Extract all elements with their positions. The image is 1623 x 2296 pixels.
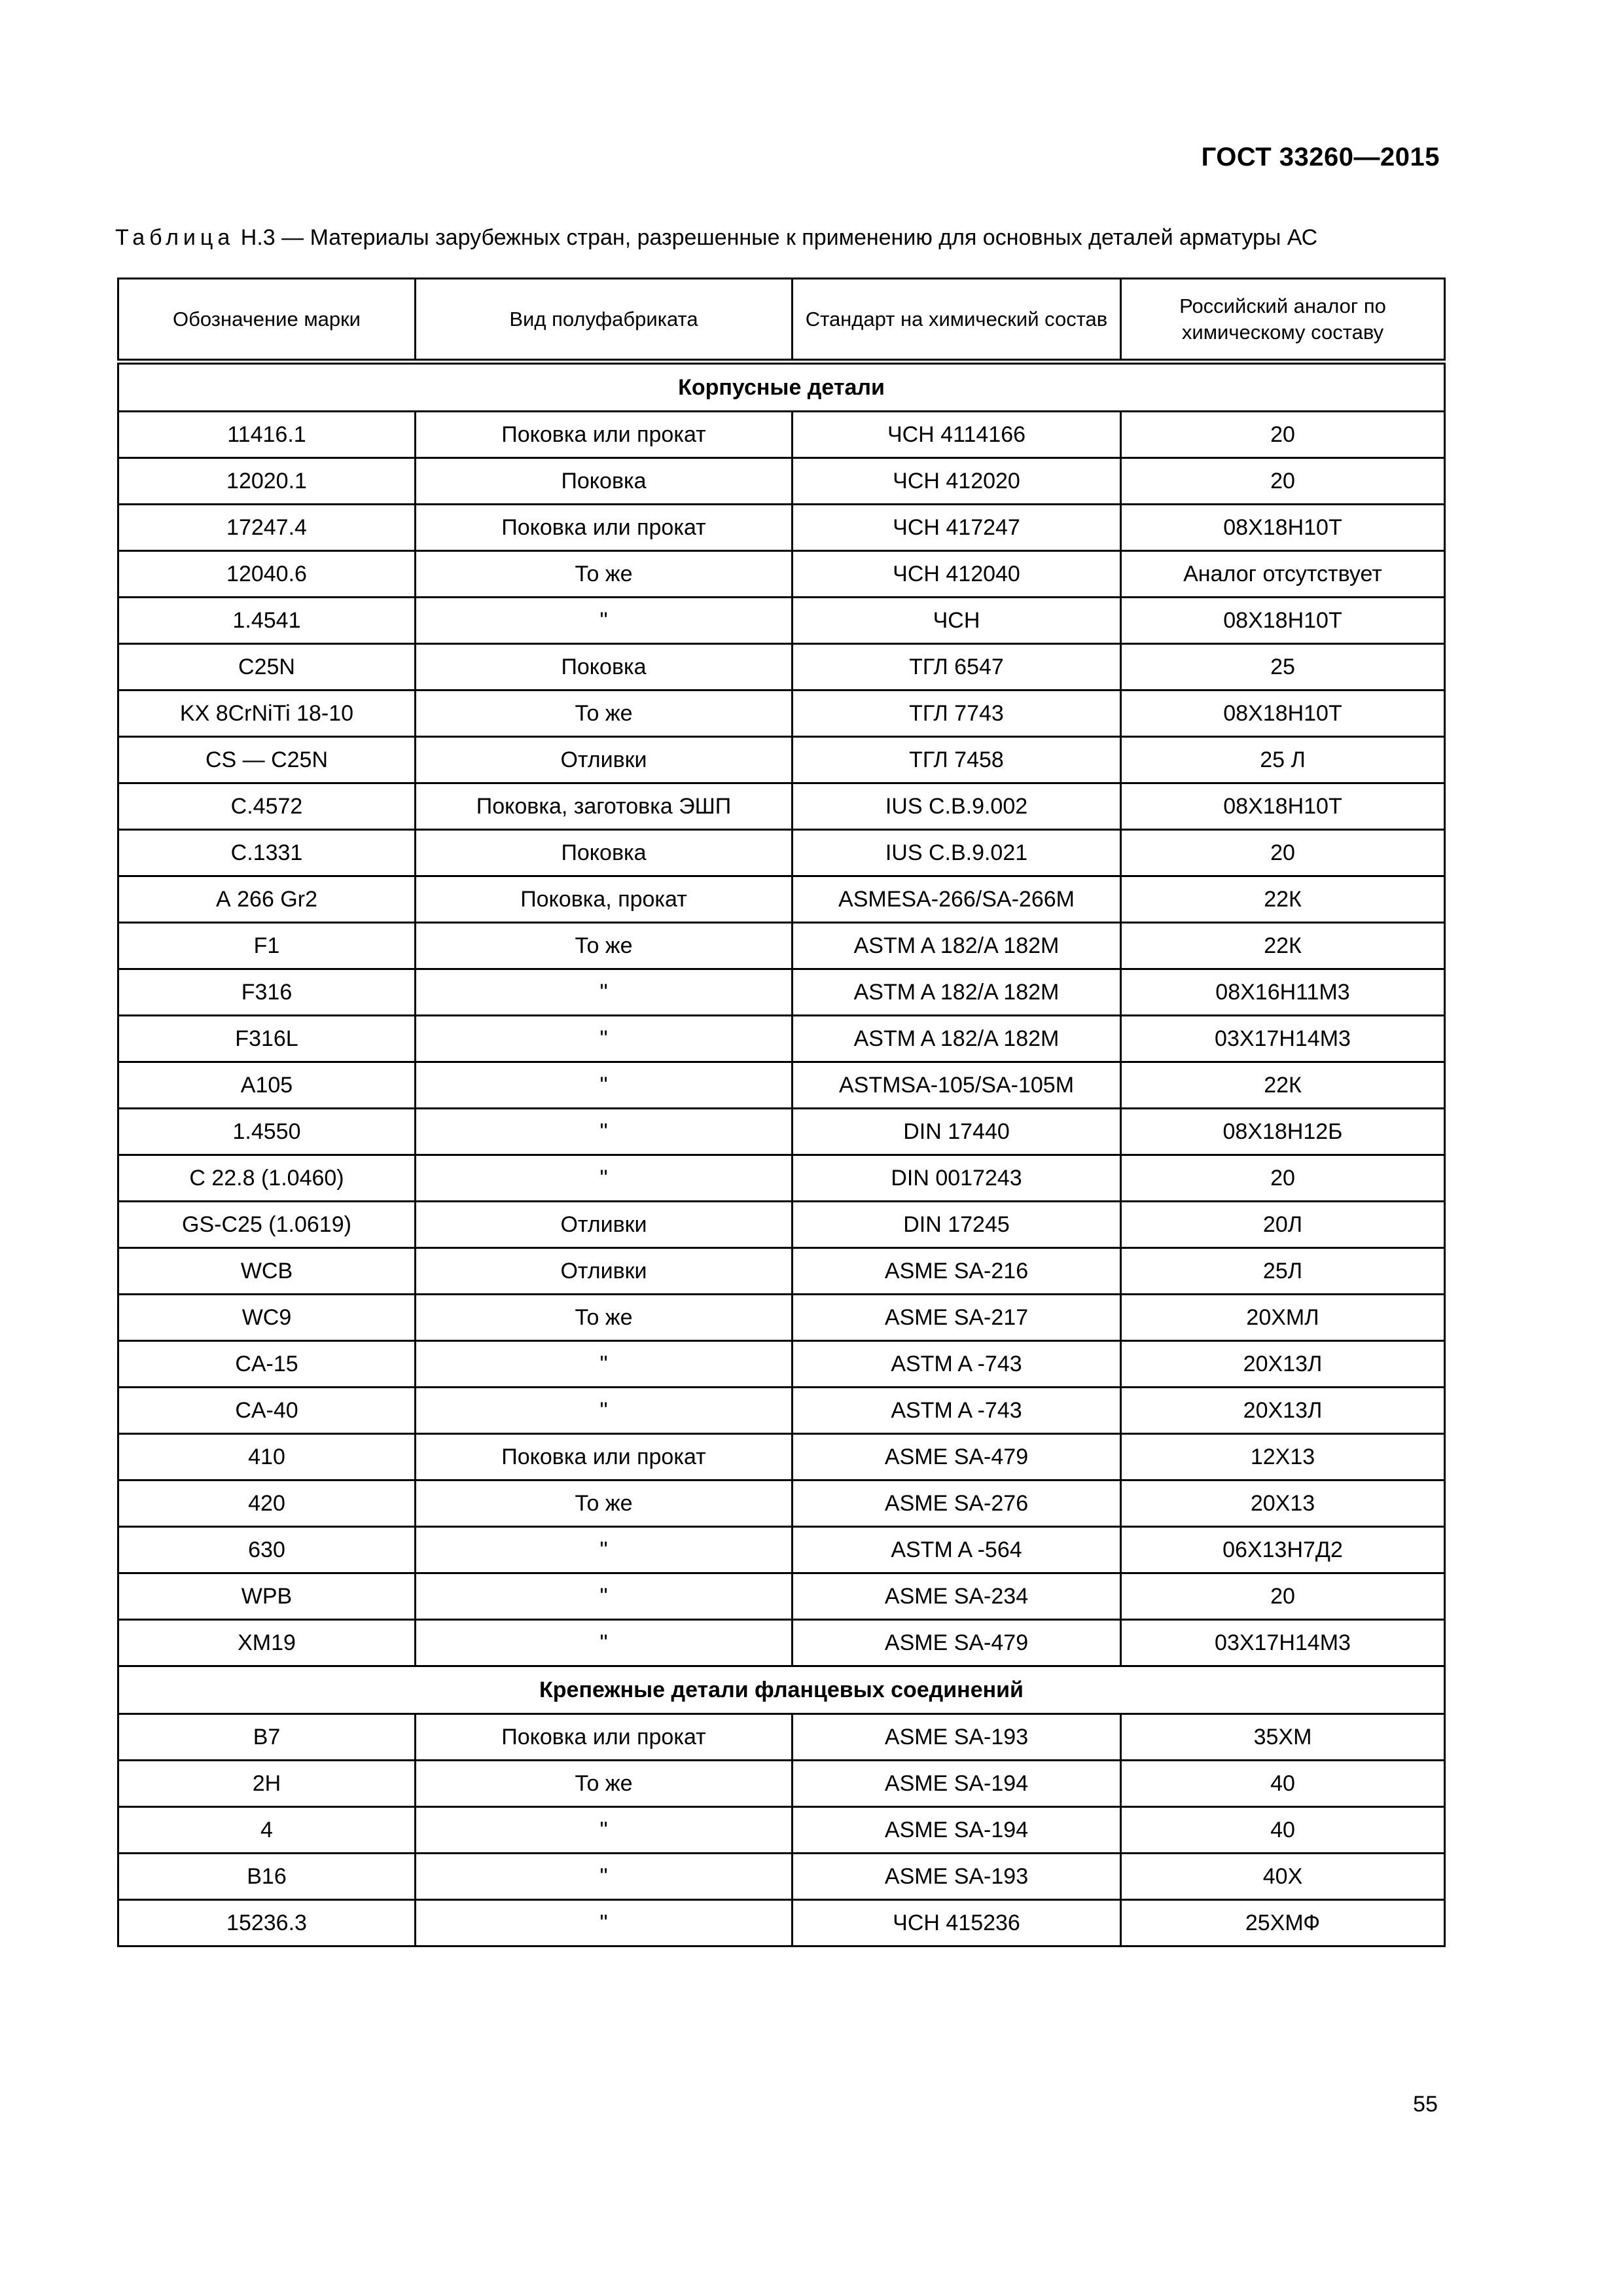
section-title: Корпусные детали: [118, 362, 1445, 412]
cell-standard: ASME SA-234: [793, 1573, 1121, 1620]
section-title: Крепежные детали фланцевых соединений: [118, 1666, 1445, 1714]
cell-semifinished: ": [416, 1062, 793, 1109]
cell-semifinished: Поковка или прокат: [416, 1714, 793, 1761]
column-header-grade: Обозначение марки: [118, 279, 416, 362]
cell-russian-analog: 22К: [1121, 923, 1445, 969]
cell-standard: ЧСН 412020: [793, 458, 1121, 505]
cell-semifinished: ": [416, 1807, 793, 1854]
cell-semifinished: ": [416, 969, 793, 1016]
cell-standard: ASTM A 182/A 182M: [793, 923, 1121, 969]
table-row: [118, 1480, 1445, 1527]
cell-grade: WC9: [118, 1295, 416, 1341]
table-row: [118, 1062, 1445, 1109]
cell-standard: ASME SA-217: [793, 1295, 1121, 1341]
cell-russian-analog: 40Х: [1121, 1854, 1445, 1900]
cell-standard: IUS С.В.9.002: [793, 783, 1121, 830]
cell-russian-analog: 08Х18Н10Т: [1121, 598, 1445, 644]
cell-grade: С.4572: [118, 783, 416, 830]
cell-grade: 2Н: [118, 1761, 416, 1807]
cell-semifinished: Отливки: [416, 1248, 793, 1295]
cell-semifinished: ": [416, 1016, 793, 1062]
cell-semifinished: ": [416, 1109, 793, 1155]
cell-standard: ASME SA-194: [793, 1761, 1121, 1807]
cell-standard: ASME SA-216: [793, 1248, 1121, 1295]
cell-grade: 420: [118, 1480, 416, 1527]
section-row: [118, 1666, 1445, 1714]
materials-table: [117, 278, 1446, 1947]
caption-text: Материалы зарубежных стран, разрешенные к применению для основных деталей арматуры АС: [310, 225, 1318, 250]
cell-grade: С 22.8 (1.0460): [118, 1155, 416, 1202]
cell-grade: F316L: [118, 1016, 416, 1062]
cell-standard: ASME SA-479: [793, 1620, 1121, 1666]
cell-semifinished: То же: [416, 1295, 793, 1341]
cell-russian-analog: 03Х17Н14М3: [1121, 1016, 1445, 1062]
cell-standard: DIN 0017243: [793, 1155, 1121, 1202]
cell-grade: F316: [118, 969, 416, 1016]
cell-standard: ASTM A -564: [793, 1527, 1121, 1573]
table-row: [118, 1295, 1445, 1341]
cell-standard: ASME SA-193: [793, 1714, 1121, 1761]
cell-russian-analog: 06Х13Н7Д2: [1121, 1527, 1445, 1573]
table-row: [118, 1807, 1445, 1854]
cell-grade: XM19: [118, 1620, 416, 1666]
cell-standard: ASME SA-194: [793, 1807, 1121, 1854]
cell-semifinished: То же: [416, 691, 793, 737]
cell-grade: 11416.1: [118, 412, 416, 458]
table-row: [118, 1900, 1445, 1946]
cell-standard: ASTM A -743: [793, 1341, 1121, 1388]
cell-semifinished: ": [416, 1900, 793, 1946]
cell-standard: ЧСН 412040: [793, 551, 1121, 598]
cell-russian-analog: 25ХМФ: [1121, 1900, 1445, 1946]
cell-grade: 12020.1: [118, 458, 416, 505]
section-row: [118, 362, 1445, 412]
cell-grade: CA-15: [118, 1341, 416, 1388]
table-row: [118, 830, 1445, 876]
cell-semifinished: Поковка или прокат: [416, 505, 793, 551]
cell-standard: ТГЛ 7458: [793, 737, 1121, 783]
cell-grade: F1: [118, 923, 416, 969]
table-row: [118, 1388, 1445, 1434]
cell-russian-analog: 20Х13Л: [1121, 1341, 1445, 1388]
cell-semifinished: Отливки: [416, 1202, 793, 1248]
cell-grade: А105: [118, 1062, 416, 1109]
cell-standard: DIN 17440: [793, 1109, 1121, 1155]
cell-grade: 1.4541: [118, 598, 416, 644]
cell-russian-analog: Аналог отсутствует: [1121, 551, 1445, 598]
cell-grade: WPB: [118, 1573, 416, 1620]
cell-grade: CS — C25N: [118, 737, 416, 783]
table-body: [118, 362, 1445, 1946]
cell-russian-analog: 25Л: [1121, 1248, 1445, 1295]
table-row: [118, 1341, 1445, 1388]
cell-semifinished: ": [416, 1573, 793, 1620]
cell-russian-analog: 40: [1121, 1807, 1445, 1854]
cell-standard: ASTMSA-105/SA-105M: [793, 1062, 1121, 1109]
cell-russian-analog: 20: [1121, 1573, 1445, 1620]
cell-russian-analog: 20ХМЛ: [1121, 1295, 1445, 1341]
page-number: 55: [1413, 2092, 1438, 2117]
cell-semifinished: ": [416, 1155, 793, 1202]
cell-grade: С.1331: [118, 830, 416, 876]
caption-number: Н.3: [240, 225, 276, 250]
cell-semifinished: ": [416, 1620, 793, 1666]
cell-standard: ASTM A -743: [793, 1388, 1121, 1434]
column-header-semifinished: Вид полуфабриката: [416, 279, 793, 362]
table-row: [118, 1202, 1445, 1248]
cell-russian-analog: 08Х16Н11М3: [1121, 969, 1445, 1016]
table-row: [118, 1434, 1445, 1480]
cell-russian-analog: 08Х18Н10Т: [1121, 783, 1445, 830]
table-row: [118, 1155, 1445, 1202]
cell-grade: WCB: [118, 1248, 416, 1295]
cell-standard: ЧСН 4114166: [793, 412, 1121, 458]
cell-grade: KX 8CrNiTi 18-10: [118, 691, 416, 737]
cell-standard: ЧСН 417247: [793, 505, 1121, 551]
cell-semifinished: Поковка, прокат: [416, 876, 793, 923]
table-row: [118, 412, 1445, 458]
cell-semifinished: ": [416, 1854, 793, 1900]
cell-grade: GS-C25 (1.0619): [118, 1202, 416, 1248]
table-row: [118, 691, 1445, 737]
cell-grade: А 266 Gr2: [118, 876, 416, 923]
table-row: [118, 1573, 1445, 1620]
document-id: ГОСТ 33260—2015: [1201, 143, 1440, 171]
cell-russian-analog: 20: [1121, 458, 1445, 505]
cell-russian-analog: 22К: [1121, 1062, 1445, 1109]
cell-standard: ТГЛ 7743: [793, 691, 1121, 737]
cell-russian-analog: 08Х18Н10Т: [1121, 691, 1445, 737]
cell-russian-analog: 20: [1121, 412, 1445, 458]
cell-grade: 4: [118, 1807, 416, 1854]
table-row: [118, 1761, 1445, 1807]
table-row: [118, 737, 1445, 783]
cell-semifinished: Поковка: [416, 458, 793, 505]
table-row: [118, 551, 1445, 598]
column-header-russian-analog: Российский аналог по химическому составу: [1121, 279, 1445, 362]
cell-semifinished: Поковка, заготовка ЭШП: [416, 783, 793, 830]
cell-standard: DIN 17245: [793, 1202, 1121, 1248]
cell-russian-analog: 12Х13: [1121, 1434, 1445, 1480]
cell-grade: 17247.4: [118, 505, 416, 551]
table-row: [118, 1109, 1445, 1155]
cell-semifinished: То же: [416, 551, 793, 598]
cell-russian-analog: 08Х18Н10Т: [1121, 505, 1445, 551]
cell-russian-analog: 03Х17Н14М3: [1121, 1620, 1445, 1666]
cell-russian-analog: 20: [1121, 830, 1445, 876]
table-row: [118, 923, 1445, 969]
cell-grade: 630: [118, 1527, 416, 1573]
table-row: [118, 1620, 1445, 1666]
cell-semifinished: То же: [416, 923, 793, 969]
cell-grade: CA-40: [118, 1388, 416, 1434]
cell-grade: 410: [118, 1434, 416, 1480]
cell-russian-analog: 35ХМ: [1121, 1714, 1445, 1761]
table-row: [118, 969, 1445, 1016]
cell-russian-analog: 20: [1121, 1155, 1445, 1202]
table-row: [118, 644, 1445, 691]
cell-semifinished: ": [416, 1527, 793, 1573]
table-row: [118, 876, 1445, 923]
table-row: [118, 1016, 1445, 1062]
cell-standard: IUS С.В.9.021: [793, 830, 1121, 876]
cell-russian-analog: 25: [1121, 644, 1445, 691]
caption-label: Таблица: [115, 225, 235, 250]
cell-standard: ЧСН 415236: [793, 1900, 1121, 1946]
cell-semifinished: То же: [416, 1480, 793, 1527]
cell-grade: 1.4550: [118, 1109, 416, 1155]
table-row: [118, 1527, 1445, 1573]
table-row: [118, 1854, 1445, 1900]
table-row: [118, 1248, 1445, 1295]
cell-semifinished: ": [416, 598, 793, 644]
cell-grade: В16: [118, 1854, 416, 1900]
cell-russian-analog: 20Л: [1121, 1202, 1445, 1248]
cell-standard: ASTM A 182/A 182M: [793, 1016, 1121, 1062]
cell-semifinished: Поковка или прокат: [416, 412, 793, 458]
cell-russian-analog: 40: [1121, 1761, 1445, 1807]
table-caption: [115, 225, 1317, 251]
cell-russian-analog: 08Х18Н12Б: [1121, 1109, 1445, 1155]
cell-standard: ASMESA-266/SA-266M: [793, 876, 1121, 923]
column-header-standard: Стандарт на химический состав: [793, 279, 1121, 362]
table-header-row: [118, 279, 1445, 362]
table-row: [118, 1714, 1445, 1761]
cell-grade: C25N: [118, 644, 416, 691]
cell-grade: 12040.6: [118, 551, 416, 598]
cell-semifinished: Поковка или прокат: [416, 1434, 793, 1480]
cell-russian-analog: 25 Л: [1121, 737, 1445, 783]
table-row: [118, 783, 1445, 830]
cell-semifinished: ": [416, 1341, 793, 1388]
cell-standard: ЧСН: [793, 598, 1121, 644]
cell-semifinished: Отливки: [416, 737, 793, 783]
cell-semifinished: Поковка: [416, 830, 793, 876]
table-row: [118, 458, 1445, 505]
cell-grade: 15236.3: [118, 1900, 416, 1946]
cell-standard: ASME SA-479: [793, 1434, 1121, 1480]
table-row: [118, 598, 1445, 644]
cell-standard: ASTM A 182/A 182M: [793, 969, 1121, 1016]
cell-standard: ASME SA-193: [793, 1854, 1121, 1900]
cell-semifinished: То же: [416, 1761, 793, 1807]
cell-standard: ASME SA-276: [793, 1480, 1121, 1527]
caption-dash: —: [281, 225, 304, 250]
cell-semifinished: ": [416, 1388, 793, 1434]
cell-russian-analog: 22К: [1121, 876, 1445, 923]
table-row: [118, 505, 1445, 551]
cell-russian-analog: 20Х13: [1121, 1480, 1445, 1527]
cell-russian-analog: 20Х13Л: [1121, 1388, 1445, 1434]
cell-grade: В7: [118, 1714, 416, 1761]
cell-standard: ТГЛ 6547: [793, 644, 1121, 691]
cell-semifinished: Поковка: [416, 644, 793, 691]
